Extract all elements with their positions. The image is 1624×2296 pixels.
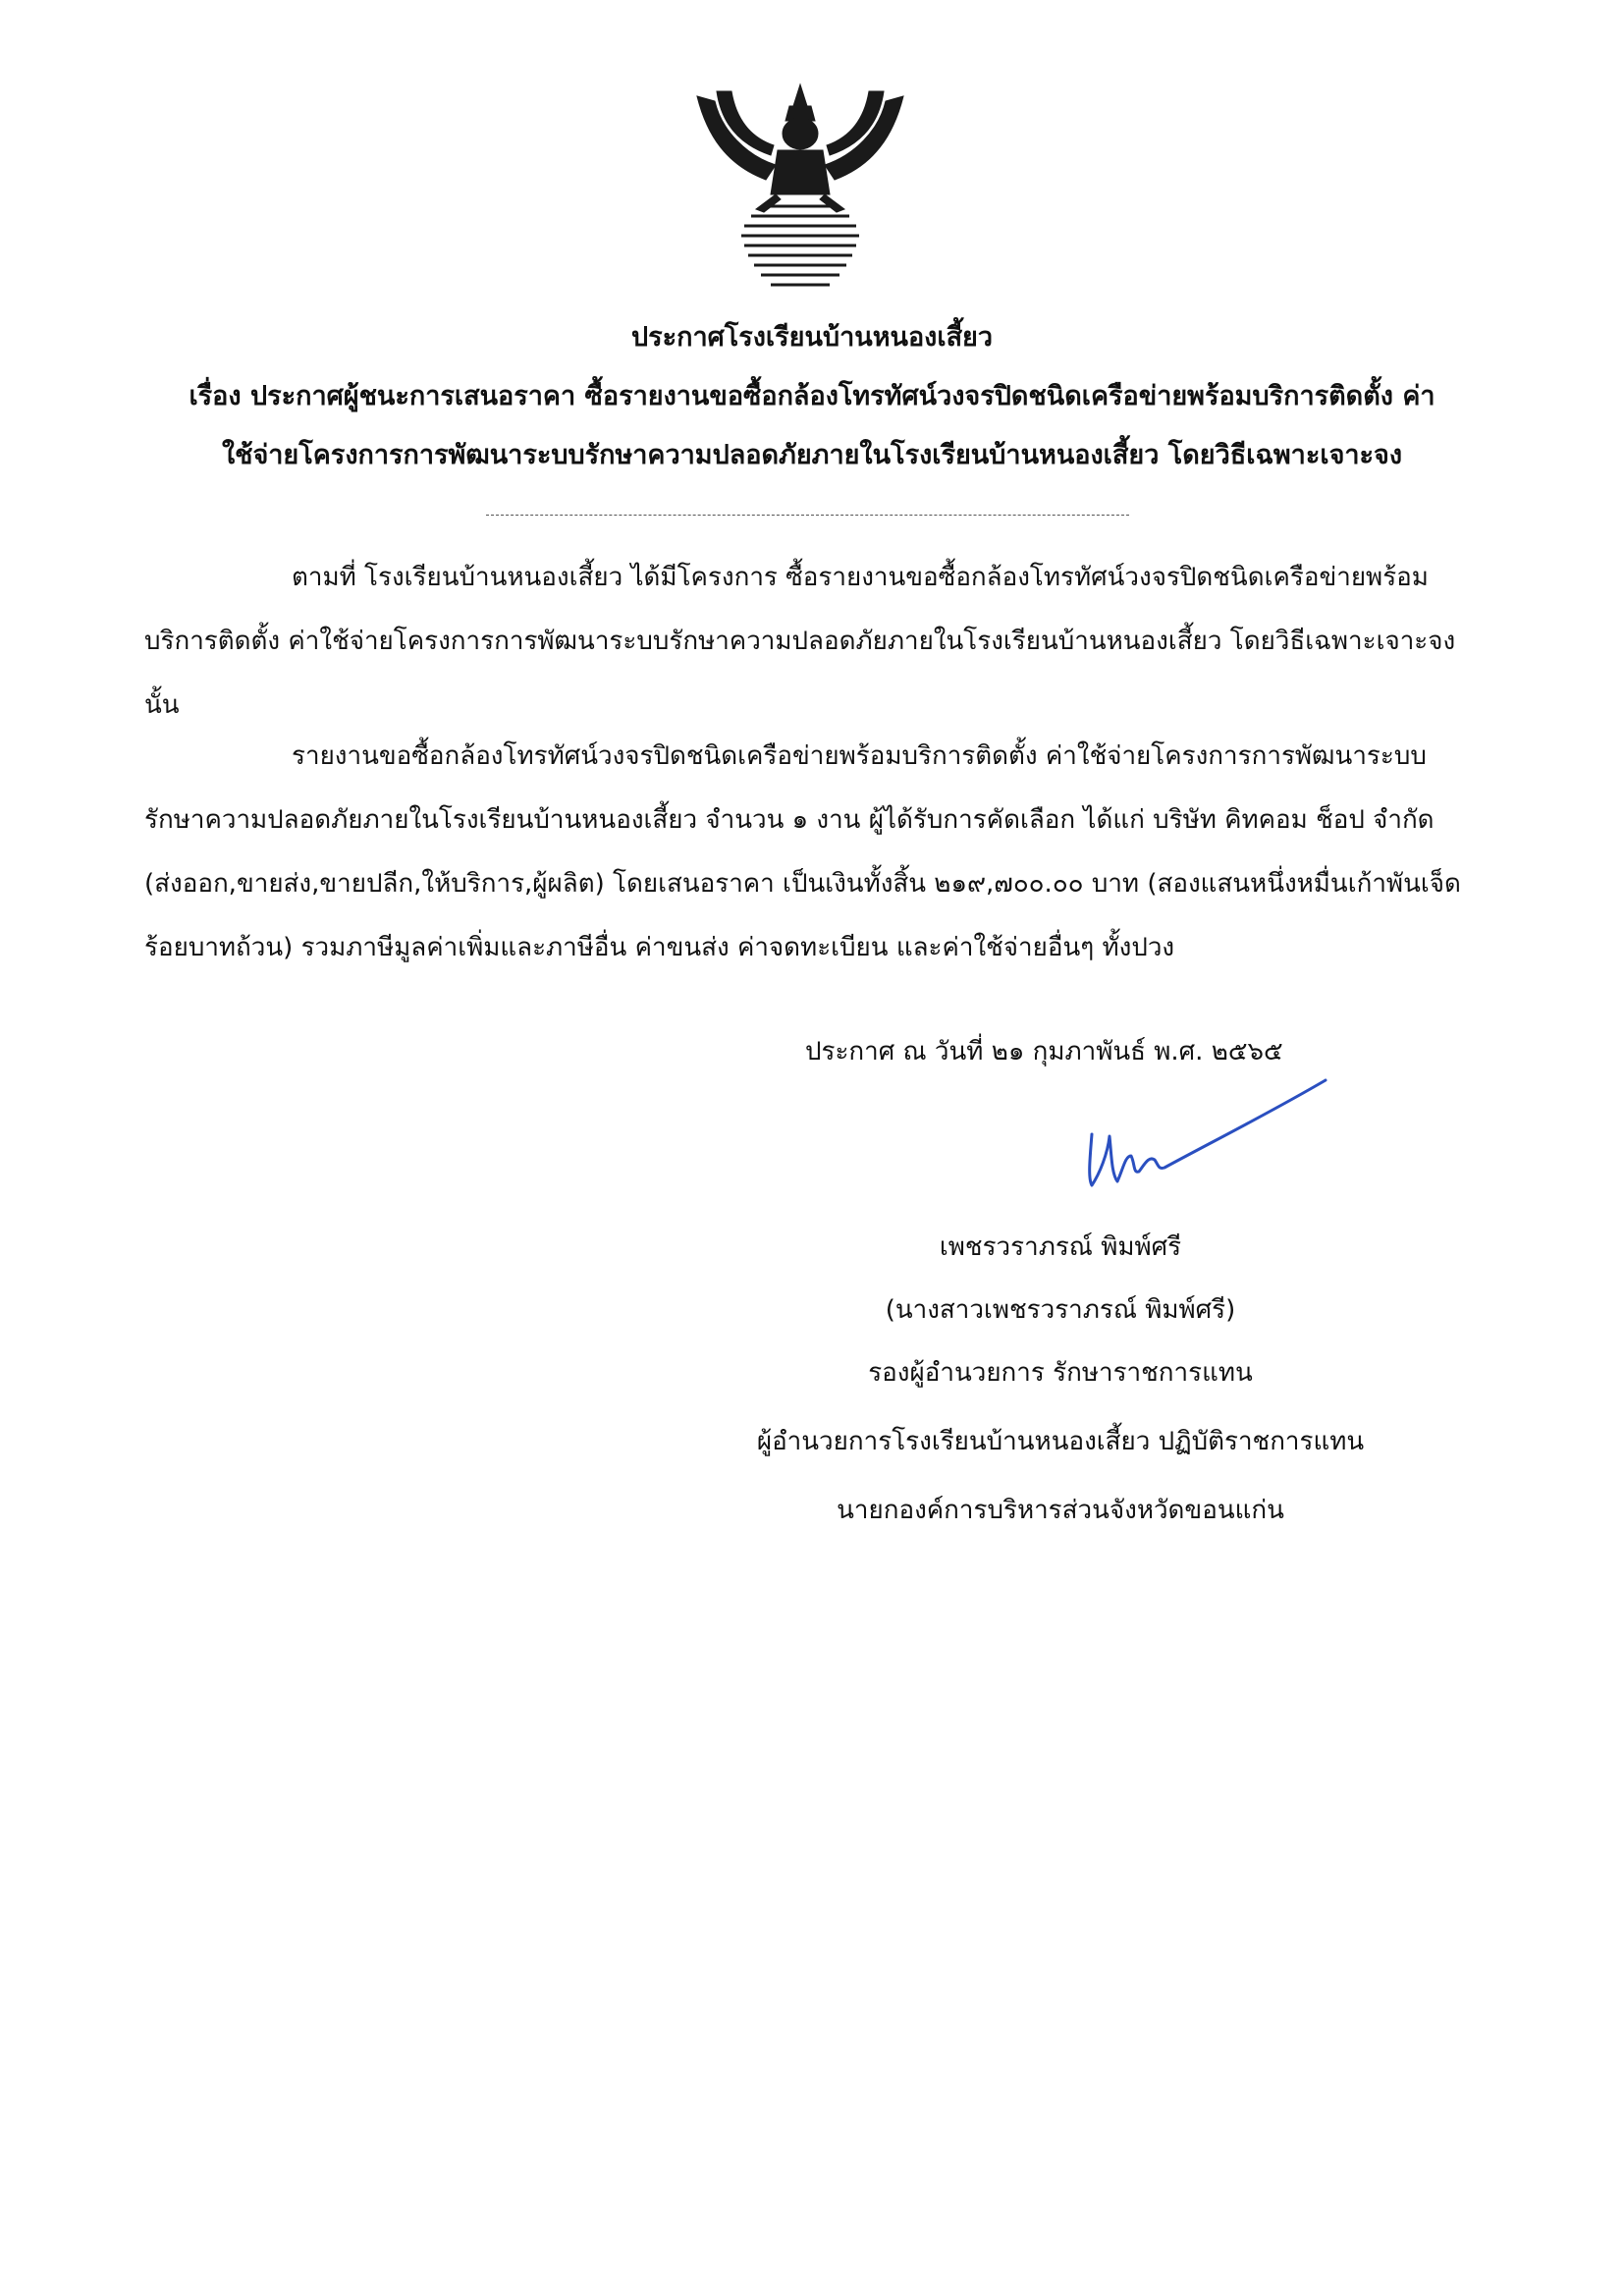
document-org-title: ประกาศโรงเรียนบ้านหนองเสี้ยว bbox=[630, 322, 994, 353]
document-subject-line-2: ใช้จ่ายโครงการการพัฒนาระบบรักษาความปลอดภัยภายในโรงเรียนบ้านหนองเสี้ยว โดยวิธีเฉพาะเจาะจง bbox=[221, 440, 1403, 470]
body-paragraph-1: ตามที่ โรงเรียนบ้านหนองเสี้ยว ได้มีโครงการ ซื้อรายงานขอซื้อกล้องโทรทัศน์วงจรปิดชนิดเครือข่ายพร้อมบริการติดตั้ง ค่าใช้จ่ายโครงการการพัฒนาระบบรักษาความปลอดภัยภายในโรงเรียนบ้านหนองเสี้ยว โดยวิธีเฉพาะเจาะจง นั้น bbox=[144, 563, 1456, 720]
signatory-name: เพชรวราภรณ์ พิมพ์ศรี bbox=[939, 1232, 1182, 1262]
signatory-full-name: (นางสาวเพชรวราภรณ์ พิมพ์ศรี) bbox=[885, 1295, 1236, 1325]
signatory-position-3: นายกองค์การบริหารส่วนจังหวัดขอนแก่น bbox=[837, 1496, 1284, 1525]
handwritten-signature-icon bbox=[1070, 1075, 1365, 1203]
announcement-date: ประกาศ ณ วันที่ ๒๑ กุมภาพันธ์ พ.ศ. ๒๕๖๕ bbox=[805, 1037, 1283, 1066]
signatory-position-2: ผู้อำนวยการโรงเรียนบ้านหนองเสี้ยว ปฏิบัติราชการแทน bbox=[756, 1427, 1365, 1456]
garuda-emblem-icon bbox=[687, 77, 913, 302]
body-paragraph-2: รายงานขอซื้อกล้องโทรทัศน์วงจรปิดชนิดเครือข่ายพร้อมบริการติดตั้ง ค่าใช้จ่ายโครงการการพัฒนาระบบรักษาความปลอดภัยภายในโรงเรียนบ้านหนองเสี้ยว จำนวน ๑ งาน ผู้ได้รับการคัดเลือก ได้แก่ บริษัท คิทคอม ช็อป จำกัด (ส่งออก,ขายส่ง,ขายปลีก,ให้บริการ,ผู้ผลิต) โดยเสนอราคา เป็นเงินทั้งสิ้น ๒๑๙,๗๐๐.๐๐ บาท (สองแสนหนึ่งหมื่นเก้าพันเจ็ดร้อยบาทถ้วน) รวมภาษีมูลค่าเพิ่มและภาษีอื่น ค่าขนส่ง ค่าจดทะเบียน และค่าใช้จ่ายอื่นๆ ทั้งปวง bbox=[144, 741, 1461, 962]
title-divider bbox=[486, 515, 1129, 516]
signatory-position-1: รองผู้อำนวยการ รักษาราชการแทน bbox=[868, 1358, 1253, 1388]
document-subject-line-1: เรื่อง ประกาศผู้ชนะการเสนอราคา ซื้อรายงานขอซื้อกล้องโทรทัศน์วงจรปิดชนิดเครือข่ายพร้อมบริการติดตั้ง ค่า bbox=[189, 381, 1435, 411]
